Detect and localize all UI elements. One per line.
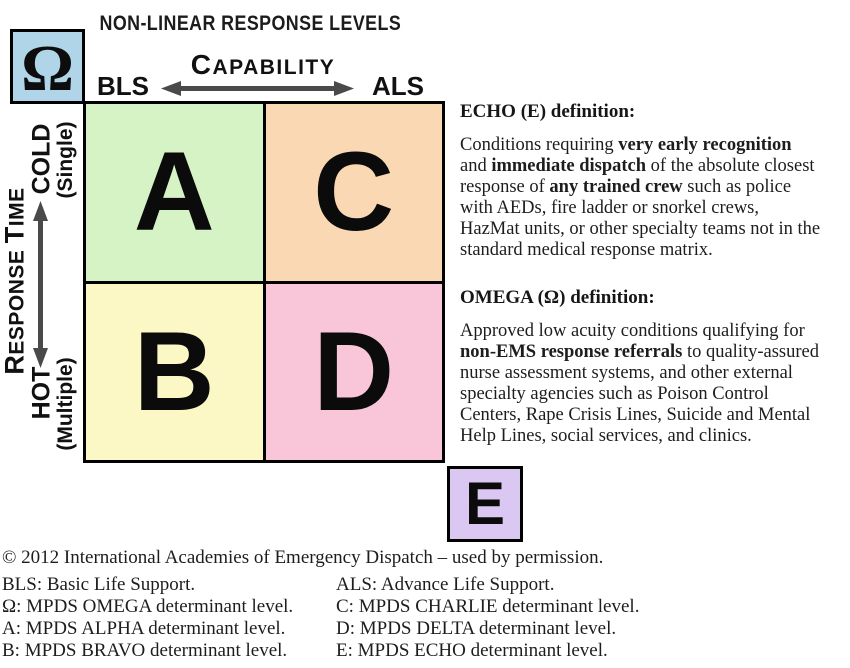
legend-item-alpha: A: MPDS ALPHA determinant level. [2, 618, 286, 639]
legend-item-omega: Ω: MPDS OMEGA determinant level. [2, 596, 294, 617]
bls-label: BLS [97, 71, 149, 101]
capability-axis-label [163, 49, 363, 81]
cold-label: COLD [27, 123, 56, 195]
hot-label: HOT [27, 366, 56, 420]
figure-title: NON-LINEAR RESPONSE LEVELS [99, 12, 402, 35]
legend-item-bls: BLS: Basic Life Support. [2, 574, 196, 595]
capability-rest: APABILITY [212, 56, 336, 79]
legend-item-bravo: B: MPDS BRAVO determinant level. [2, 640, 288, 661]
capability-arrow-icon [161, 80, 354, 97]
response-time-axis-label [0, 187, 31, 374]
response-initial: R [0, 354, 30, 375]
omega-definition-text: Approved low acuity conditions qualifying for non-EMS response referrals to quality-assured nurse assessment systems, and other external specialty agencies such as Poison Control Centers, Rape Crisis Lines, Suicide and Mental Help Lines, social services, and clinics. [460, 321, 819, 446]
time-rest: IME [5, 187, 29, 227]
cell-letter-charlie: C [313, 129, 395, 255]
cell-letter-delta: D [313, 308, 395, 434]
omega-box [10, 29, 85, 104]
legend-column-right [336, 574, 639, 662]
echo-definition-text: Conditions requiring very early recognition and immediate dispatch of the absolute closest response of any trained crew such as police with AEDs, fire ladder or snorkel crews, HazMat units, or other specialty teams not in the standard medical response matrix. [460, 135, 821, 260]
matrix-cell-charlie [266, 104, 443, 281]
omega-symbol: Ω [21, 31, 74, 105]
matrix-cell-delta [266, 284, 443, 461]
single-label: (Single) [54, 121, 77, 199]
matrix-cell-bravo [86, 284, 263, 461]
echo-definition-heading: ECHO (E) definition: [460, 101, 636, 122]
copyright-line: © 2012 International Academies of Emergency Dispatch – used by permission. [2, 547, 604, 568]
time-initial: T [0, 226, 30, 244]
echo-letter: E [464, 470, 506, 537]
response-rest: ESPONSE [5, 249, 29, 355]
legend-item-echo: E: MPDS ECHO determinant level. [336, 640, 608, 661]
cell-letter-alpha: A [133, 129, 215, 255]
als-label: ALS [372, 71, 424, 101]
legend-item-delta: D: MPDS DELTA determinant level. [336, 618, 617, 639]
response-matrix [83, 101, 445, 463]
legend-column-left [2, 574, 293, 662]
echo-box [447, 466, 523, 542]
legend-item-charlie: C: MPDS CHARLIE determinant level. [336, 596, 640, 617]
capability-initial: C [190, 49, 213, 80]
legend-item-als: ALS: Advance Life Support. [336, 574, 555, 595]
multiple-label: (Multiple) [54, 357, 77, 451]
matrix-cell-alpha [86, 104, 263, 281]
omega-definition-heading: OMEGA (Ω) definition: [460, 287, 655, 308]
response-time-arrow-icon [32, 201, 49, 368]
cell-letter-bravo: B [133, 308, 215, 434]
